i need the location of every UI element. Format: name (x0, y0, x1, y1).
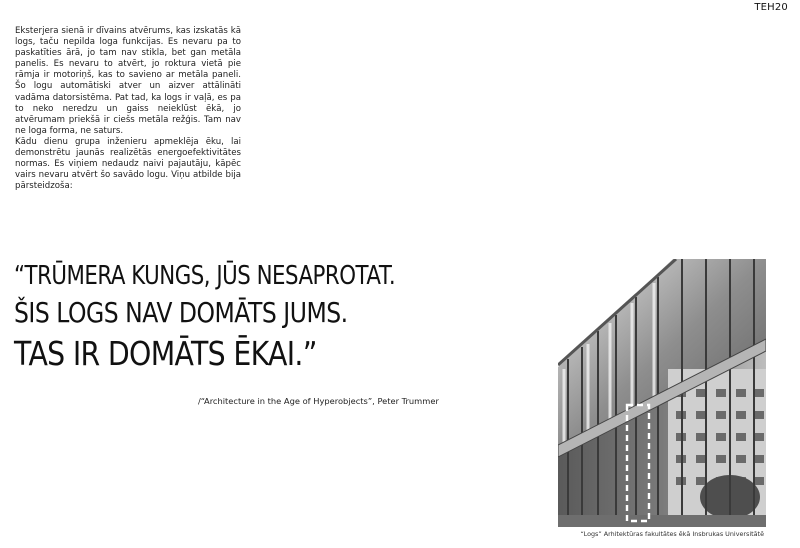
pull-quote (14, 258, 454, 376)
article-paragraph: Eksterjera sienā ir dīvains atvērums, kas izskatās kā logs, taču nepilda loga funkcijas. Es nevaru pa to paskatīties ārā, jo tam nav stikla, bet gan metāla panelis. Es nevaru to atvērt, jo roktura vietā pie rāmja ir motoriņš, kas to savieno ar metāla paneli. Šo logu automātiski atver un aizver attālināti vadāma datorsistēma. Pat tad, ka logs ir vaļā, es pa to neko neredzu un gaiss neieklūst ēkā, jo atvērumam priekšā ir ciešs metāla režģis. Tam nav ne loga forma, ne saturs. (15, 26, 241, 136)
building-facade-photo (558, 259, 766, 527)
quote-citation: /“Architecture in the Age of Hyperobjects”, Peter Trummer (198, 396, 439, 406)
article-body (15, 26, 241, 192)
quote-line: ŠIS LOGS NAV DOMĀTS JUMS. (14, 296, 348, 329)
figure-caption: “Logs” Arhitektūras fakultātes ēkā Insbrukas Universitātē (580, 530, 764, 538)
facade-image (558, 259, 766, 527)
article-paragraph: Kādu dienu grupa inženieru apmeklēja ēku, lai demonstrētu jaunās realizētās energoefektivitātes normas. Es viņiem nedaudz naivi pajautāju, kāpēc vairs nevaru atvērt šo savādo logu. Viņu atbilde bija pārsteidzoša: (15, 136, 241, 192)
quote-line: “TRŪMERA KUNGS, JŪS NESAPROTAT. (14, 261, 396, 291)
quote-line: TAS IR DOMĀTS ĒKAI.” (14, 334, 317, 373)
page-number: TEH20 (754, 2, 788, 13)
